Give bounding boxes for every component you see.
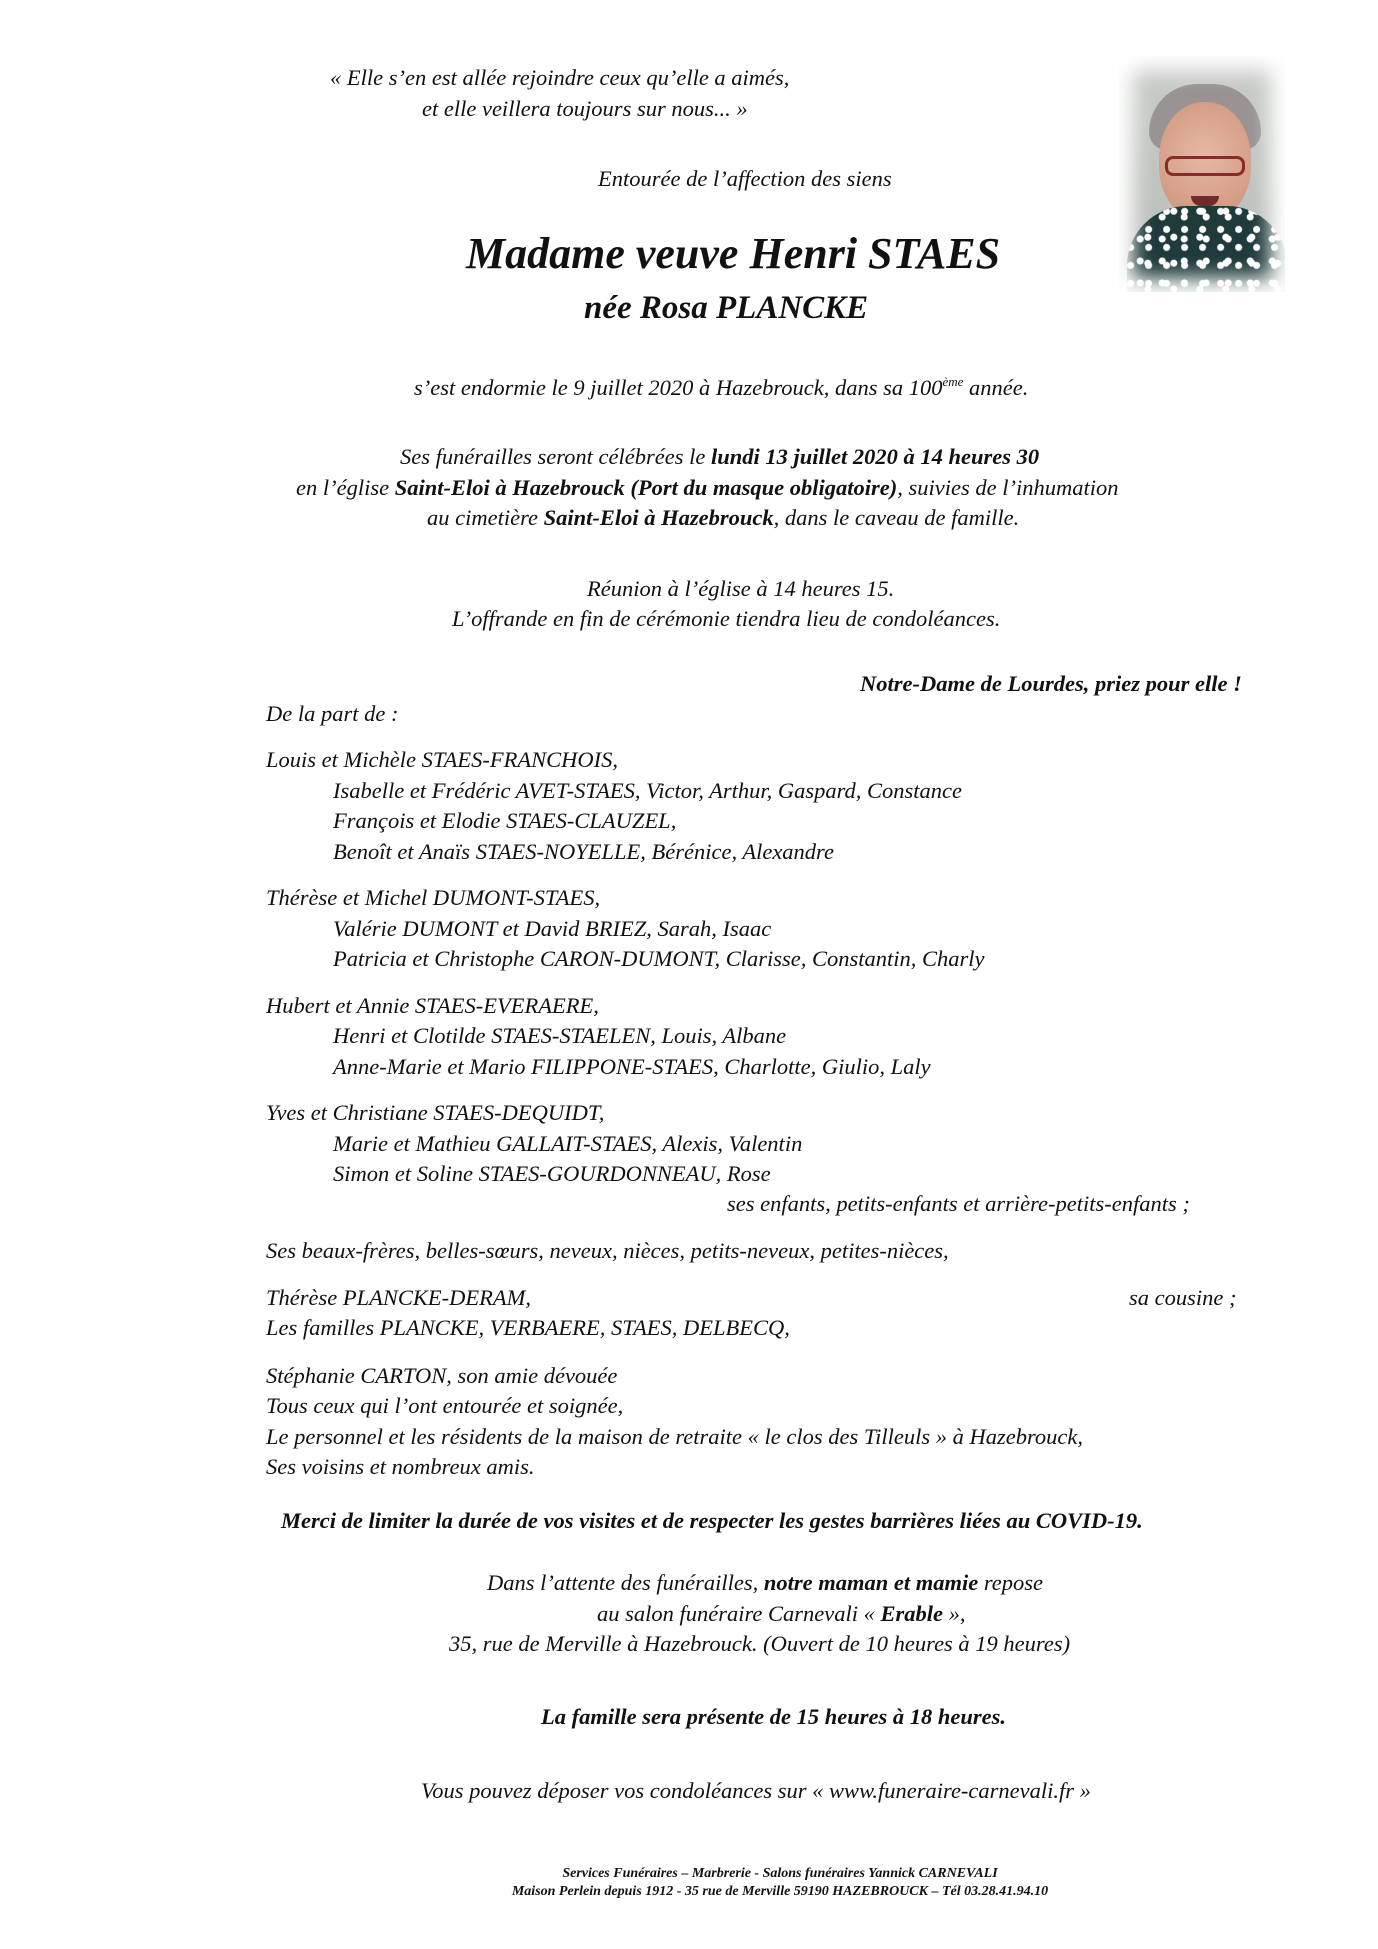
rest-line-2 bbox=[597, 1603, 966, 1626]
funeral-line-2-c: , suivies de l’inhumation bbox=[897, 475, 1119, 500]
death-notice-sup: ème bbox=[942, 374, 964, 389]
covid-notice: Merci de limiter la durée de vos visites et de respecter les gestes barrières liées au COVID-19. bbox=[281, 1508, 1143, 1533]
family-line: Marie et Mathieu GALLAIT-STAES, Alexis, Valentin bbox=[333, 1131, 803, 1156]
intro-text: Entourée de l’affection des siens bbox=[598, 166, 892, 191]
prayer: Notre-Dame de Lourdes, priez pour elle ! bbox=[860, 671, 1242, 696]
deceased-born-name: née Rosa PLANCKE bbox=[584, 290, 869, 326]
rest-line-1-a: Dans l’attente des funérailles, bbox=[487, 1570, 764, 1595]
other-families: Les familles PLANCKE, VERBAERE, STAES, DELBECQ, bbox=[266, 1315, 790, 1340]
family-line: Valérie DUMONT et David BRIEZ, Sarah, Isaac bbox=[333, 916, 772, 941]
portrait-photo bbox=[1119, 56, 1285, 292]
funeral-line-3-c: , dans le caveau de famille. bbox=[773, 505, 1020, 530]
funeral-line-1 bbox=[400, 446, 1039, 469]
rest-who: notre maman et mamie bbox=[763, 1570, 979, 1595]
rest-line-2-c: », bbox=[943, 1601, 966, 1626]
others-line: Ses voisins et nombreux amis. bbox=[266, 1454, 535, 1479]
family-line: Benoît et Anaïs STAES-NOYELLE, Bérénice, Alexandre bbox=[333, 839, 834, 864]
rest-line-1-c: repose bbox=[978, 1570, 1044, 1595]
family-line: Simon et Soline STAES-GOURDONNEAU, Rose bbox=[333, 1161, 771, 1186]
from-label: De la part de : bbox=[266, 701, 399, 726]
meeting-line-1: Réunion à l’église à 14 heures 15. bbox=[587, 576, 895, 601]
family-line: Louis et Michèle STAES-FRANCHOIS, bbox=[266, 747, 619, 772]
epigraph-line-2: et elle veillera toujours sur nous... » bbox=[422, 96, 748, 121]
funeral-line-2 bbox=[296, 477, 1119, 500]
death-notice-text: s’est endormie le 9 juillet 2020 à Hazebrouck, dans sa 100 bbox=[414, 375, 943, 400]
family-line: Anne-Marie et Mario FILIPPONE-STAES, Charlotte, Giulio, Laly bbox=[333, 1054, 931, 1079]
family-line: Hubert et Annie STAES-EVERAERE, bbox=[266, 993, 599, 1018]
meeting-line-2: L’offrande en fin de cérémonie tiendra lieu de condoléances. bbox=[452, 606, 1001, 631]
family-line: Thérèse et Michel DUMONT-STAES, bbox=[266, 885, 601, 910]
family-line: Isabelle et Frédéric AVET-STAES, Victor, Arthur, Gaspard, Constance bbox=[333, 778, 963, 803]
funeral-date: lundi 13 juillet 2020 à 14 heures 30 bbox=[710, 444, 1040, 469]
family-line: Yves et Christiane STAES-DEQUIDT, bbox=[266, 1100, 605, 1125]
rest-salon: Erable bbox=[880, 1601, 944, 1626]
family-line: Henri et Clotilde STAES-STAELEN, Louis, Albane bbox=[333, 1023, 787, 1048]
others-line: Le personnel et les résidents de la maison de retraite « le clos des Tilleuls » à Hazebrouck, bbox=[266, 1424, 1083, 1449]
death-notice-end: année. bbox=[963, 375, 1029, 400]
funeral-church: Saint-Eloi à Hazebrouck (Port du masque obligatoire) bbox=[394, 475, 898, 500]
funeral-line-3 bbox=[427, 507, 1019, 530]
cousin-label: sa cousine ; bbox=[1129, 1285, 1237, 1310]
family-line: François et Elodie STAES-CLAUZEL, bbox=[333, 808, 677, 833]
condolences: Vous pouvez déposer vos condoléances sur « www.funeraire-carnevali.fr » bbox=[421, 1778, 1091, 1803]
funeral-cemetery: Saint-Eloi à Hazebrouck bbox=[543, 505, 774, 530]
rest-line-3: 35, rue de Merville à Hazebrouck. (Ouvert de 10 heures à 19 heures) bbox=[449, 1631, 1071, 1656]
deceased-name: Madame veuve Henri STAES bbox=[466, 229, 1001, 278]
funeral-line-1-text: Ses funérailles seront célébrées le bbox=[400, 444, 711, 469]
others-line: Stéphanie CARTON, son amie dévouée bbox=[266, 1363, 618, 1388]
children-label: ses enfants, petits-enfants et arrière-petits-enfants ; bbox=[727, 1191, 1190, 1216]
rest-line-2-a: au salon funéraire Carnevali « bbox=[597, 1601, 881, 1626]
family-line: Patricia et Christophe CARON-DUMONT, Clarisse, Constantin, Charly bbox=[333, 946, 985, 971]
cousin-name: Thérèse PLANCKE-DERAM, bbox=[266, 1285, 531, 1310]
others-line: Tous ceux qui l’ont entourée et soignée, bbox=[266, 1393, 624, 1418]
in-laws: Ses beaux-frères, belles-sœurs, neveux, nièces, petits-neveux, petites-nièces, bbox=[266, 1238, 949, 1263]
epigraph-line-1: « Elle s’en est allée rejoindre ceux qu’elle a aimés, bbox=[330, 65, 790, 90]
funeral-line-3-a: au cimetière bbox=[427, 505, 544, 530]
footer-line-2: Maison Perlein depuis 1912 - 35 rue de Merville 59190 HAZEBROUCK – Tél 03.28.41.94.10 bbox=[511, 1884, 1049, 1899]
footer-line-1: Services Funéraires – Marbrerie - Salons funéraires Yannick CARNEVALI bbox=[562, 1866, 998, 1881]
family-presence: La famille sera présente de 15 heures à 18 heures. bbox=[541, 1704, 1006, 1729]
death-notice bbox=[414, 375, 1028, 400]
rest-line-1 bbox=[487, 1572, 1043, 1595]
funeral-line-2-a: en l’église bbox=[296, 475, 395, 500]
